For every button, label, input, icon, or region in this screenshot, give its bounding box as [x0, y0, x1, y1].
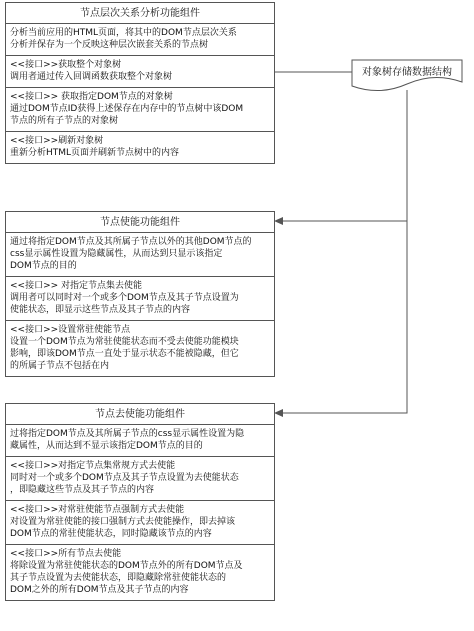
component-description: 通过将指定DOM节点及其所属子节点以外的其他DOM节点的 css显示属性设置为隐藏属性，从而达到只显示该指定 DOM节点的目的: [6, 233, 274, 277]
component-description: 分析当前应用的HTML页面，将其中的DOM节点层次关系 分析并保存为一个反映这种层次嵌套关系的节点树: [6, 24, 274, 56]
node-enable-component: [5, 211, 275, 377]
interface-enable-node-set: <<接口>> 对指定节点集去使能 调用者可以同时对一个或多个DOM节点及其子节点设置为 使能状态，即显示这些节点及其子节点的内容: [6, 277, 274, 321]
interface-set-resident-node: <<接口>>设置常驻使能节点 设置一个DOM节点为常驻使能状态而不受去使能功能模块 影响，即该DOM节点一直处于显示状态不能被隐藏，但它 的所属子节点不包括在内: [10, 325, 239, 371]
interface-force-disable-resident: <<接口>>对常驻使能节点强制方式去使能 对设置为常驻使能的接口强制方式去使能操作，即去掉该 DOM节点的常驻使能状态，同时隐藏该节点的内容: [6, 501, 274, 545]
arrowhead-2: [274, 409, 283, 417]
interface-disable-all-nodes: <<接口>>所有节点去使能 将除设置为常驻使能状态的DOM节点外的所有DOM节点及 其子节点设置为去使能状态，即隐藏除常驻使能状态的 DOM之外的所有DOM节点及其子节点的内容: [10, 549, 243, 595]
component-title: 节点层次关系分析功能组件: [6, 3, 274, 24]
node-disable-component: [5, 403, 275, 601]
interface-disable-node-set: <<接口>>对指定节点集常规方式去使能 同时对一个或多个DOM节点及其子节点设置为去使能状态 ，即隐藏这些节点及其子节点的内容: [6, 457, 274, 501]
connector-line-3: [282, 221, 407, 413]
interface-get-node-tree: <<接口>> 获取指定DOM节点的对象树 通过DOM节点ID获得上述保存在内存中的节点树中该DOM 节点的所有子节点的对象树: [6, 88, 274, 132]
object-tree-store-label: 对象树存储数据结构: [362, 67, 452, 78]
node-hierarchy-analysis-component: [5, 2, 275, 164]
component-description: 过将指定DOM节点及其所属子节点的css显示属性设置为隐 藏属性，从而达到不显示该指定DOM节点的目的: [6, 425, 274, 457]
interface-refresh-tree: <<接口>>刷新对象树 重新分析HTML页面并刷新节点树中的内容: [10, 136, 180, 158]
connector-line-2: [282, 90, 407, 221]
component-title: 节点去使能功能组件: [6, 404, 274, 425]
arrowhead-1: [274, 217, 283, 225]
interface-get-whole-tree: <<接口>>获取整个对象树 调用者通过传入回调函数获取整个对象树: [6, 56, 274, 88]
component-title: 节点使能功能组件: [6, 212, 274, 233]
